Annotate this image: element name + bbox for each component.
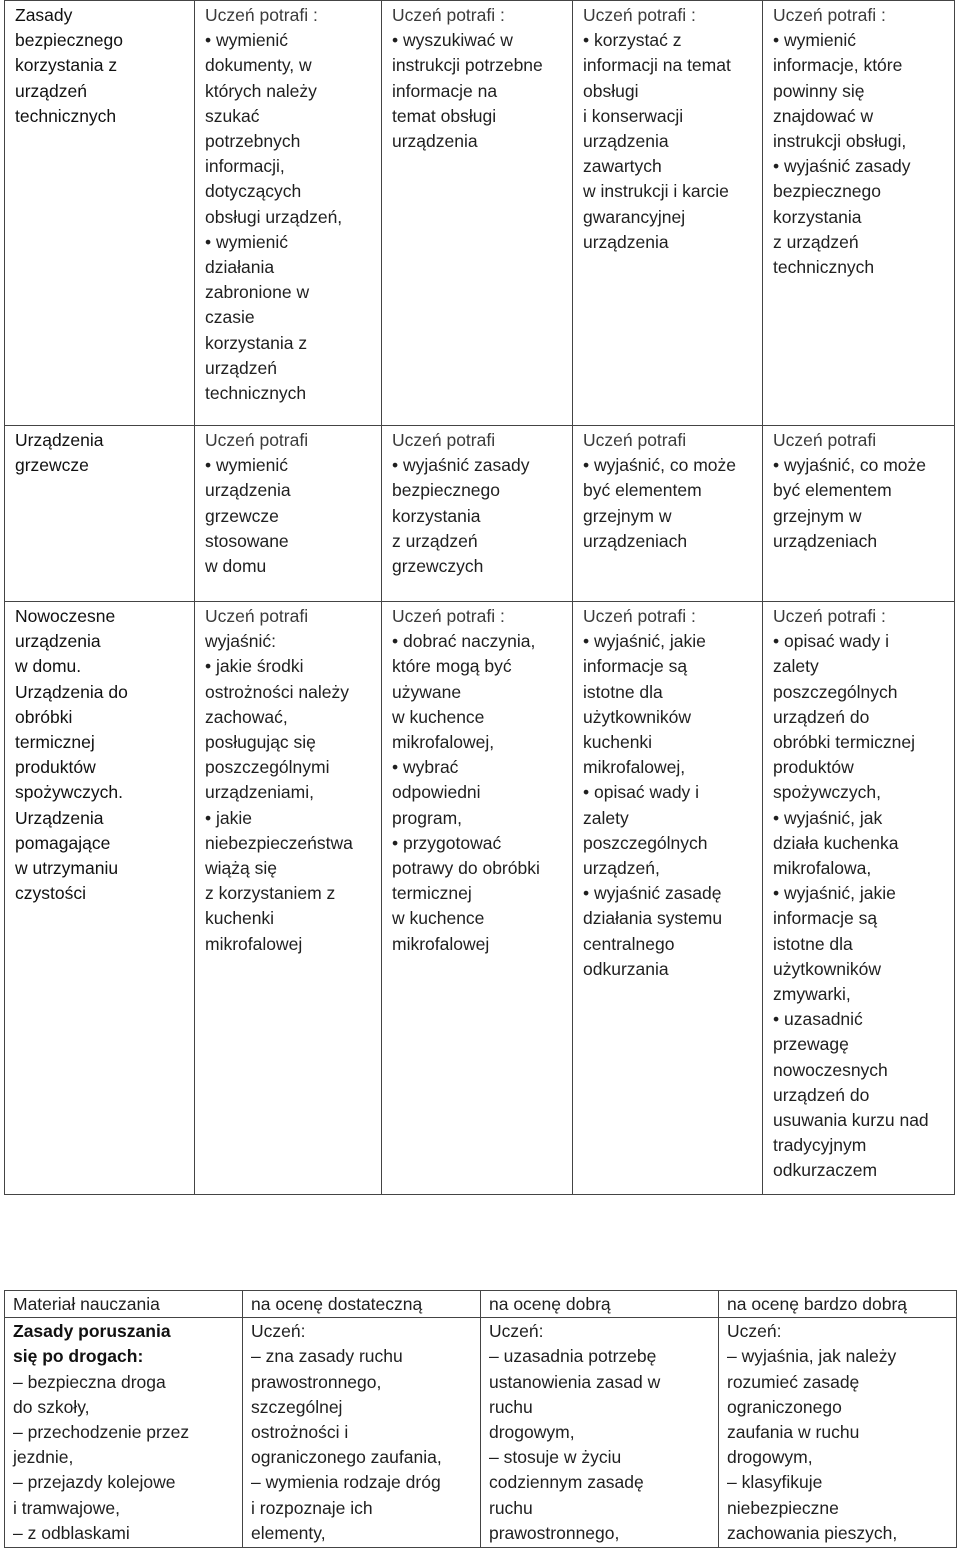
text-line: technicznych: [773, 257, 875, 278]
bullet-item: • przygotować: [392, 831, 566, 856]
text-line: – przejazdy kolejowe: [13, 1472, 176, 1493]
topic-line: spożywczych.: [15, 782, 123, 803]
text-line: grzewcze: [205, 505, 279, 526]
text-line: odkurzaczem: [773, 1160, 878, 1181]
text-line: mikrofalowej: [205, 933, 303, 954]
text-line: jezdnie,: [13, 1447, 74, 1468]
text-line: urządzeń do: [773, 1084, 870, 1105]
text-line: obsługi: [583, 80, 639, 101]
text-line: mikrofalowej: [392, 933, 490, 954]
bullet-item: • wymienić: [205, 230, 375, 255]
text-line: korzystania z: [205, 332, 308, 353]
requirement-cell: [195, 602, 382, 1195]
text-line: kuchenki: [583, 732, 653, 753]
text-line: do szkoły,: [13, 1396, 90, 1417]
text-line: zalety: [583, 807, 629, 828]
text-line: powinny się: [773, 80, 865, 101]
bullet-item: • wyjaśnić, jakie: [583, 629, 756, 654]
table-row: [5, 1318, 957, 1548]
topic-line: Urządzenia: [15, 430, 104, 450]
text-line: Uczeń potrafi: [205, 606, 309, 626]
text-line: urządzenia: [583, 131, 669, 152]
bullet-item: • wyjaśnić, jakie: [773, 881, 948, 906]
text-line: i tramwajowe,: [13, 1497, 120, 1518]
text-line: – uzasadnia potrzebę: [489, 1346, 657, 1367]
text-line: spożywczych,: [773, 782, 881, 803]
text-line: dokumenty, w: [205, 55, 312, 76]
text-line: – klasyfikuje: [727, 1472, 823, 1493]
bullet-item: • jakie środki: [205, 654, 375, 679]
text-line: w kuchence: [392, 908, 485, 929]
topic-line: termicznej: [15, 732, 95, 753]
text-line: zaufania w ruchu: [727, 1422, 860, 1443]
text-line: i rozpoznaje ich: [251, 1497, 373, 1518]
text-line: odpowiedni: [392, 782, 481, 803]
text-line: – przechodzenie przez: [13, 1422, 190, 1443]
header-bardzo-dobra: na ocenę bardzo dobrą: [719, 1291, 957, 1318]
text-line: ograniczonego zaufania,: [251, 1447, 442, 1468]
bullet-item: • korzystać z: [583, 28, 756, 53]
text-line: termicznej: [392, 883, 472, 904]
text-line: informacje na: [392, 80, 498, 101]
grading-table: [4, 1290, 957, 1548]
text-line: temat obsługi: [392, 105, 497, 126]
topic-line: pomagające: [15, 832, 111, 853]
text-line: znajdować w: [773, 105, 874, 126]
text-line: zawartych: [583, 156, 662, 177]
text-line: ograniczonego: [727, 1396, 842, 1417]
text-line: ruchu: [489, 1497, 533, 1518]
text-line: nowoczesnych: [773, 1059, 888, 1080]
text-line: centralnego: [583, 933, 675, 954]
text-line: z urządzeń: [392, 530, 478, 551]
text-line: obsługi urządzeń,: [205, 206, 343, 227]
text-line: urządzeń,: [583, 858, 660, 879]
topic-line: Urządzenia: [15, 807, 104, 828]
text-line: – wymienia rodzaje dróg: [251, 1472, 441, 1493]
bullet-item: • wyjaśnić, jak: [773, 806, 948, 831]
header-dostateczna: na ocenę dostateczną: [243, 1291, 481, 1318]
bullet-item: • wyjaśnić zasadę: [583, 881, 756, 906]
text-line: drogowym,: [727, 1447, 813, 1468]
text-line: ustanowienia zasad w: [489, 1371, 661, 1392]
table-row: [5, 602, 955, 1195]
dostateczna-cell: [243, 1318, 481, 1548]
text-line: poszczególnych: [583, 832, 708, 853]
text-line: zachowania pieszych,: [727, 1522, 898, 1543]
text-line: informacje, które: [773, 55, 903, 76]
bullet-item: • wymienić: [205, 28, 375, 53]
text-line: grzejnym w: [773, 505, 862, 526]
text-line: urządzeniach: [583, 530, 688, 551]
bullet-item: • opisać wady i: [583, 780, 756, 805]
text-line: tradycyjnym: [773, 1135, 867, 1156]
text-line: urządzeniami,: [205, 782, 314, 803]
text-line: mikrofalowej,: [392, 732, 495, 753]
text-line: z korzystaniem z: [205, 883, 336, 904]
text-line: czasie: [205, 307, 255, 328]
topic-line: w domu.: [15, 656, 82, 677]
text-line: prawostronnego,: [489, 1522, 620, 1543]
bullet-item: • wyjaśnić zasady: [773, 154, 948, 179]
text-line: zalety: [773, 656, 819, 677]
requirement-cell: [382, 602, 573, 1195]
text-line: potrawy do obróbki: [392, 858, 540, 879]
text-line: Uczeń potrafi :: [583, 606, 696, 626]
requirements-table: [4, 0, 955, 1195]
material-cell: [5, 1318, 243, 1548]
text-line: informacji,: [205, 156, 285, 177]
text-line: niebezpieczne: [727, 1497, 839, 1518]
topic-line: czystości: [15, 883, 86, 904]
text-line: bezpiecznego: [392, 480, 500, 501]
topic-line: Zasady: [15, 5, 73, 25]
text-line: urządzenia: [205, 480, 291, 501]
text-line: urządzeń: [205, 357, 277, 378]
text-line: – wyjaśnia, jak należy: [727, 1346, 897, 1367]
material-heading-line: Zasady poruszania: [13, 1321, 171, 1342]
topic-cell: [5, 1, 195, 426]
text-line: prawostronnego,: [251, 1371, 382, 1392]
text-line: użytkowników: [773, 958, 881, 979]
text-line: zabronione w: [205, 282, 310, 303]
bullet-item: • wyjaśnić, co może: [773, 453, 948, 478]
text-line: Uczeń potrafi :: [392, 5, 505, 25]
text-line: przewagę: [773, 1034, 849, 1055]
text-line: drogowym,: [489, 1422, 575, 1443]
text-line: ostrożności należy: [205, 681, 349, 702]
dobra-cell: [481, 1318, 719, 1548]
topic-line: technicznych: [15, 105, 117, 126]
text-line: używane: [392, 681, 462, 702]
topic-line: Urządzenia do: [15, 681, 128, 702]
text-line: technicznych: [205, 383, 307, 404]
text-line: istotne dla: [773, 933, 853, 954]
text-line: w instrukcji i karcie: [583, 181, 729, 202]
topic-line: grzewcze: [15, 455, 89, 476]
requirement-cell: [195, 426, 382, 602]
text-line: Uczeń:: [251, 1321, 306, 1342]
text-line: których należy: [205, 80, 317, 101]
bullet-item: • wymienić: [205, 453, 375, 478]
text-line: być elementem: [583, 480, 702, 501]
text-line: instrukcji obsługi,: [773, 131, 907, 152]
table-row: [5, 1, 955, 426]
text-line: ruchu: [489, 1396, 533, 1417]
text-line: Uczeń potrafi: [773, 430, 877, 450]
requirement-cell: [382, 1, 573, 426]
requirement-cell: [573, 1, 763, 426]
bullet-item: • wybrać: [392, 755, 566, 780]
text-line: korzystania: [773, 206, 862, 227]
text-line: Uczeń potrafi :: [773, 606, 886, 626]
text-line: i konserwacji: [583, 105, 684, 126]
text-line: istotne dla: [583, 681, 663, 702]
text-line: poszczególnymi: [205, 757, 330, 778]
text-line: elementy,: [251, 1522, 326, 1543]
text-line: być elementem: [773, 480, 892, 501]
text-line: zmywarki,: [773, 984, 851, 1005]
bullet-item: • wymienić: [773, 28, 948, 53]
text-line: Uczeń potrafi :: [205, 5, 318, 25]
bullet-item: • opisać wady i: [773, 629, 948, 654]
text-line: urządzeń do: [773, 706, 870, 727]
text-line: obróbki termicznej: [773, 732, 915, 753]
requirement-cell: [763, 1, 955, 426]
text-line: informacji na temat: [583, 55, 731, 76]
text-line: działania: [205, 257, 275, 278]
text-line: Uczeń potrafi :: [392, 606, 505, 626]
requirement-cell: [763, 426, 955, 602]
topic-line: urządzeń: [15, 80, 87, 101]
text-line: poszczególnych: [773, 681, 898, 702]
text-line: Uczeń potrafi :: [773, 5, 886, 25]
topic-line: urządzenia: [15, 631, 101, 652]
text-line: Uczeń:: [489, 1321, 544, 1342]
material-heading-line: się po drogach:: [13, 1346, 144, 1367]
header-dobra: na ocenę dobrą: [481, 1291, 719, 1318]
text-line: posługując się: [205, 732, 316, 753]
text-line: grzewczych: [392, 556, 484, 577]
text-line: działa kuchenka: [773, 832, 899, 853]
topic-cell: [5, 602, 195, 1195]
text-line: – zna zasady ruchu: [251, 1346, 403, 1367]
text-line: z urządzeń: [773, 231, 859, 252]
text-line: produktów: [773, 757, 854, 778]
text-line: urządzeniach: [773, 530, 878, 551]
text-line: gwarancyjnej: [583, 206, 686, 227]
text-line: dotyczących: [205, 181, 302, 202]
text-line: – bezpieczna droga: [13, 1371, 166, 1392]
text-line: – z odblaskami: [13, 1522, 130, 1543]
topic-cell: [5, 426, 195, 602]
text-line: które mogą być: [392, 656, 512, 677]
text-line: zachować,: [205, 706, 288, 727]
text-line: kuchenki: [205, 908, 275, 929]
requirement-cell: [382, 426, 573, 602]
text-line: urządzenia: [583, 231, 669, 252]
topic-line: produktów: [15, 757, 96, 778]
text-line: niebezpieczeństwa: [205, 832, 353, 853]
text-line: rozumieć zasadę: [727, 1371, 860, 1392]
text-line: wyjaśnić:: [205, 631, 276, 652]
text-line: wiążą się: [205, 858, 277, 879]
text-line: ostrożności i: [251, 1422, 349, 1443]
text-line: Uczeń potrafi: [392, 430, 496, 450]
bullet-item: • wyjaśnić zasady: [392, 453, 566, 478]
text-line: mikrofalowej,: [583, 757, 686, 778]
requirement-cell: [763, 602, 955, 1195]
bullet-item: • wyjaśnić, co może: [583, 453, 756, 478]
topic-line: korzystania z: [15, 55, 118, 76]
text-line: w domu: [205, 556, 267, 577]
topic-line: w utrzymaniu: [15, 858, 119, 879]
text-line: korzystania: [392, 505, 481, 526]
text-line: działania systemu: [583, 908, 723, 929]
requirement-cell: [573, 426, 763, 602]
text-line: informacje są: [583, 656, 688, 677]
bardzo-dobra-cell: [719, 1318, 957, 1548]
text-line: usuwania kurzu nad: [773, 1110, 929, 1131]
text-line: szukać: [205, 105, 260, 126]
bullet-item: • wyszukiwać w: [392, 28, 566, 53]
text-line: codziennym zasadę: [489, 1472, 644, 1493]
text-line: odkurzania: [583, 958, 669, 979]
text-line: Uczeń:: [727, 1321, 782, 1342]
topic-line: obróbki: [15, 706, 73, 727]
header-material: Materiał nauczania: [5, 1291, 243, 1318]
text-line: stosowane: [205, 530, 289, 551]
text-line: Uczeń potrafi: [205, 430, 309, 450]
text-line: grzejnym w: [583, 505, 672, 526]
text-line: szczególnej: [251, 1396, 343, 1417]
text-line: urządzenia: [392, 131, 478, 152]
text-line: bezpiecznego: [773, 181, 881, 202]
text-line: Uczeń potrafi :: [583, 5, 696, 25]
text-line: mikrofalowa,: [773, 858, 872, 879]
requirement-cell: [573, 602, 763, 1195]
topic-line: bezpiecznego: [15, 30, 123, 51]
text-line: informacje są: [773, 908, 878, 929]
bullet-item: • jakie: [205, 806, 375, 831]
text-line: w kuchence: [392, 706, 485, 727]
table-row: [5, 426, 955, 602]
requirement-cell: [195, 1, 382, 426]
topic-line: Nowoczesne: [15, 606, 116, 626]
bullet-item: • uzasadnić: [773, 1007, 948, 1032]
text-line: instrukcji potrzebne: [392, 55, 543, 76]
text-line: Uczeń potrafi: [583, 430, 687, 450]
text-line: program,: [392, 807, 463, 828]
text-line: potrzebnych: [205, 131, 301, 152]
table-header-row: [5, 1291, 957, 1318]
text-line: użytkowników: [583, 706, 691, 727]
text-line: – stosuje w życiu: [489, 1447, 622, 1468]
bullet-item: • dobrać naczynia,: [392, 629, 566, 654]
